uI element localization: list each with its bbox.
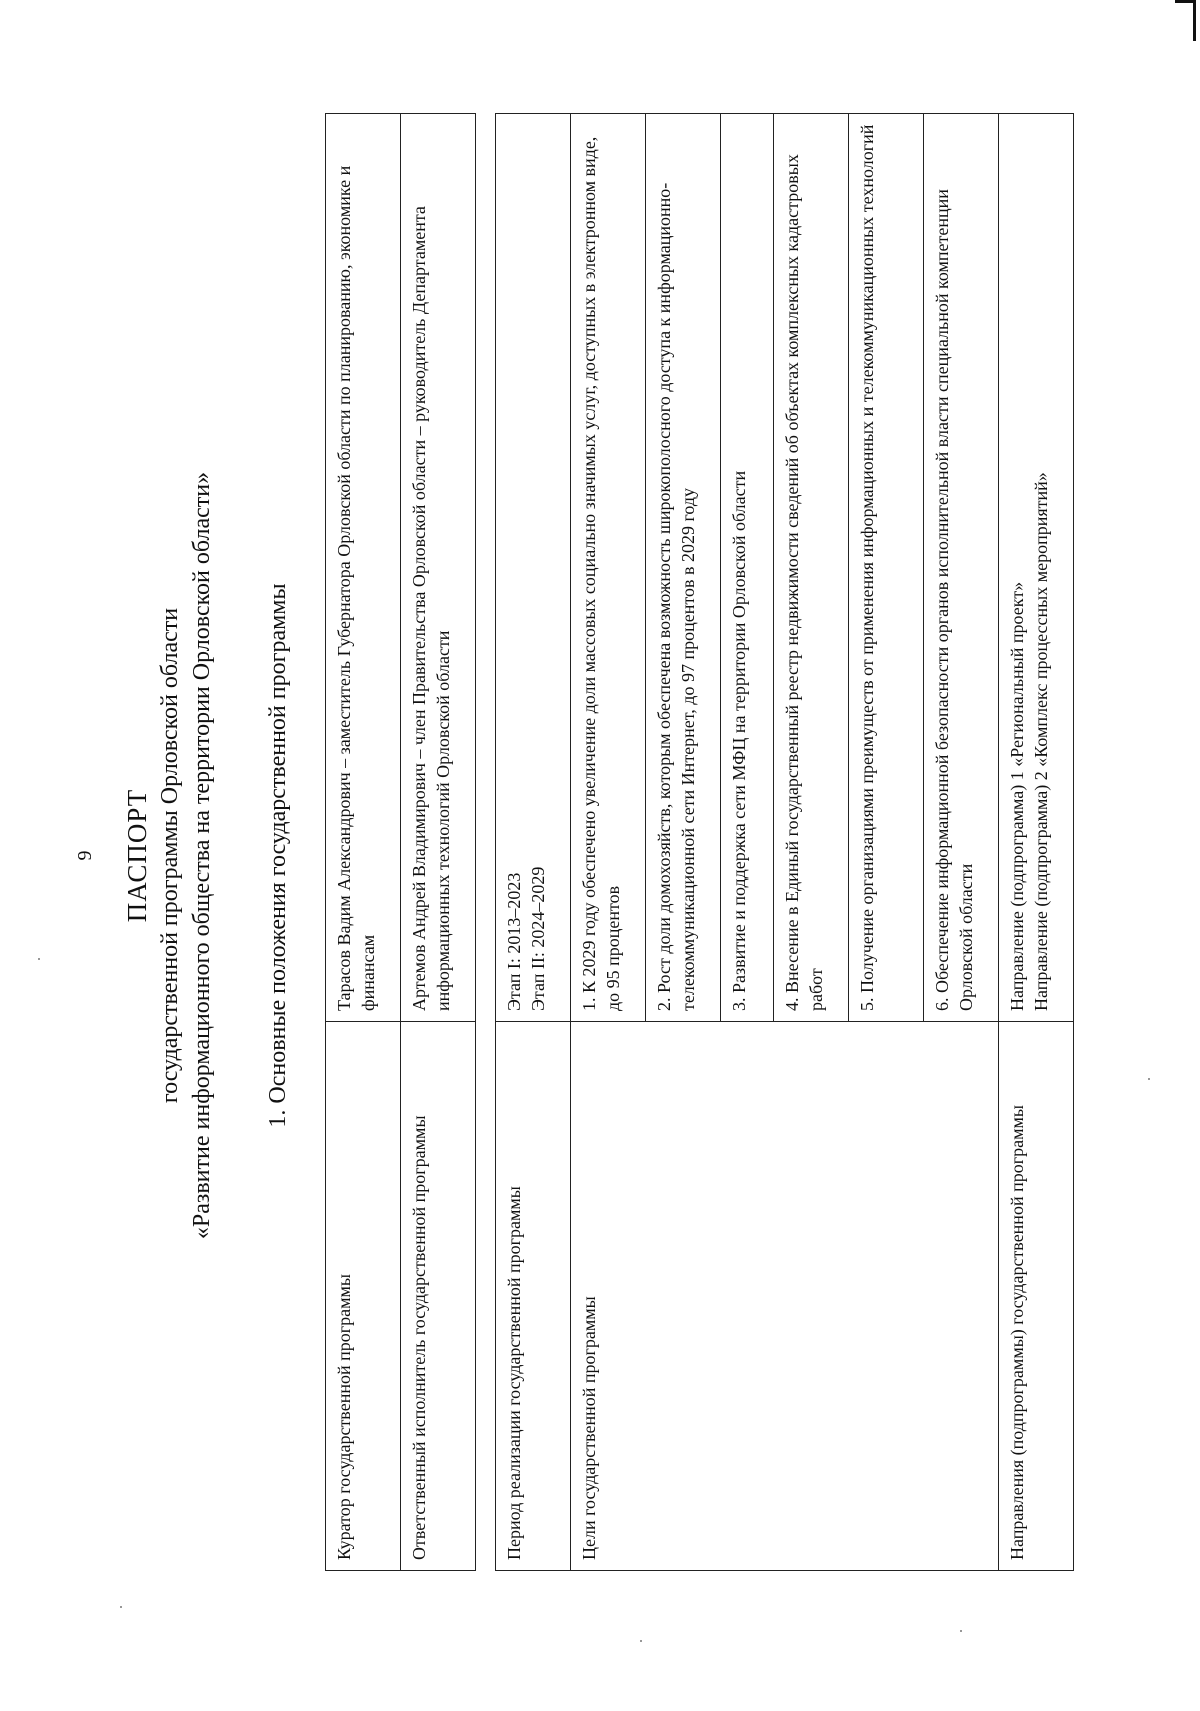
table-row	[496, 114, 571, 1571]
goal-item: 2. Рост доли домохозяйств, которым обеспечена возможность широкополосного доступа к информационно-телекоммуникационной сети Интернет, до 97 процентов в 2029 году	[646, 114, 721, 1022]
table-row	[999, 114, 1074, 1571]
section-title: 1. Основные положения государственной программы	[265, 583, 291, 1128]
curator-label: Куратор государственной программы	[326, 1022, 401, 1571]
direction-item: Направление (подпрограмма) 2 «Комплекс процессных мероприятий»	[1031, 472, 1051, 1011]
document-heading	[120, 0, 218, 1711]
executor-label: Ответственный исполнитель государственной программы	[401, 1022, 476, 1571]
direction-item: Направление (подпрограмма) 1 «Региональный проект»	[1007, 581, 1027, 1011]
directions-value	[999, 114, 1074, 1022]
period-stage-2: Этап II: 2024–2029	[528, 866, 548, 1011]
curator-value: Тарасов Вадим Александрович – заместитель Губернатора Орловской области по планированию, экономике и финансам	[326, 114, 401, 1022]
table-row	[326, 114, 401, 1571]
goal-item: 5. Получение организациями преимуществ от применения информационных и телекоммуникационных технологий	[849, 114, 924, 1022]
document-subtitle-line1: государственной программы Орловской области	[157, 607, 183, 1104]
period-label: Период реализации государственной программы	[496, 1022, 571, 1571]
goal-item: 1. К 2029 году обеспечено увеличение доли массовых социально значимых услуг, доступных в электронном виде, до 95 процентов	[571, 114, 646, 1022]
period-stage-1: Этап I: 2013–2023	[504, 872, 524, 1011]
passport-table-details	[495, 113, 1074, 1571]
document-subtitle-line2: «Развитие информационного общества на территории Орловской области»	[189, 471, 215, 1240]
page-number: 9	[74, 850, 96, 861]
goal-item: 3. Развитие и поддержка сети МФЦ на территории Орловской области	[721, 114, 774, 1022]
table-row	[571, 114, 646, 1571]
passport-table-responsibles	[325, 113, 476, 1571]
document-title: ПАСПОРТ	[122, 788, 152, 923]
goal-item: 6. Обеспечение информационной безопасности органов исполнительной власти специальной компетенции Орловской области	[924, 114, 999, 1022]
goal-item: 4. Внесение в Единый государственный реестр недвижимости сведений об объектах комплексных кадастровых работ	[774, 114, 849, 1022]
directions-label: Направления (подпрограммы) государственной программы	[999, 1022, 1074, 1571]
goals-label: Цели государственной программы	[571, 1022, 999, 1571]
table-row	[401, 114, 476, 1571]
period-value	[496, 114, 571, 1022]
executor-value: Артемов Андрей Владимирович – член Правительства Орловской области – руководитель Департамента информационных технологий Орловской области	[401, 114, 476, 1022]
